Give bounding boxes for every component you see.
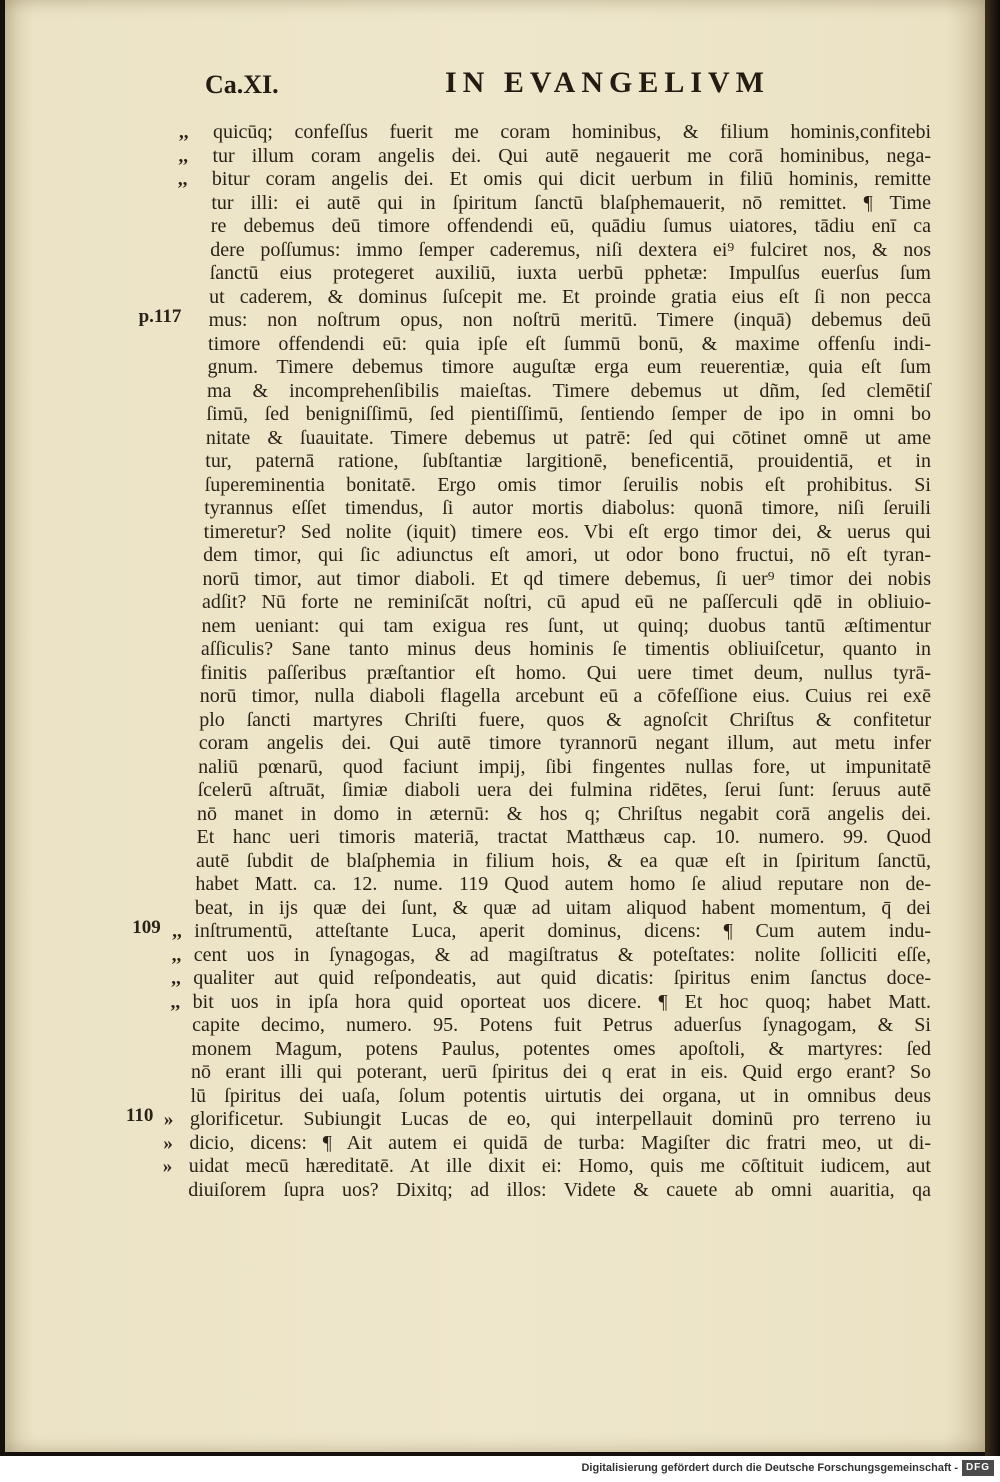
line-text: Et hanc ueri timoris materiā, tractat Matthæus cap. 10. numero. 99. Quod	[196, 826, 931, 848]
page-edge	[985, 0, 1000, 1456]
line-text: diuiſorem ſupra uos? Dixitq; ad illos: Videte & cauete ab omni auaritia, qa	[188, 1178, 931, 1201]
line-text: gnum. Timere debemus timore auguſtæ erga eum reuerentiæ, quia eſt ſum	[207, 356, 931, 378]
text-line	[171, 967, 931, 991]
text-line	[204, 521, 931, 545]
text-line	[198, 756, 931, 780]
text-line	[210, 239, 931, 263]
text-line	[205, 474, 931, 498]
line-text: plo ſancti martyres Chriſti fuere, quos & agnoſcit Chriſtus & confitetur	[199, 708, 931, 731]
line-text: glorificetur. Subiungit Lucas de eo, qui interpellauit dominū pro terreno iu	[189, 1108, 931, 1130]
line-text: inſtrumentū, atteſtante Luca, aperit dominus, dicens: ¶ Cum autem indu-	[194, 920, 931, 942]
line-text: norū timor, nulla diaboli flagella arcebunt eū a cōfeſſione eius. Cuius rei exē	[199, 685, 931, 707]
line-text: tyrannus eſſet timendus, ſi autor mortis diabolus: quonā timore, niſi ſeruili	[204, 497, 931, 519]
text-line	[177, 168, 931, 192]
text-line	[206, 403, 931, 427]
line-text: re debemus deū timore offendendi eū, quādiu ſumus uiatores, tādiu enī ca	[210, 215, 931, 237]
text-line	[190, 1085, 931, 1109]
text-line	[125, 1105, 931, 1132]
text-line	[199, 709, 931, 733]
quotation-mark: ,,	[178, 145, 188, 167]
line-text: monem Magum, potens Paulus, potentes omes apoſtoli, & martyres: ſed	[191, 1037, 931, 1060]
text-line	[192, 1038, 931, 1062]
text-line	[200, 685, 931, 709]
text-line	[192, 1014, 931, 1038]
quotation-mark: ,,	[171, 968, 181, 989]
text-line	[198, 779, 931, 803]
text-line	[178, 144, 931, 169]
line-text: quicūq; confeſſus fuerit me coram hominibus, & filium hominis,confitebi	[213, 121, 931, 143]
text-line	[197, 803, 931, 827]
margin-note: 110	[125, 1105, 154, 1126]
line-text: coram angelis dei. Qui autē timore tyrannorū negant illum, aut metu infer	[198, 732, 931, 754]
text-line	[188, 1179, 931, 1203]
line-text: ſcelerū aſtruāt, ſimiæ diaboli uera dei fulmina ridētes, ſerui ſunt: ſeruus autē	[197, 779, 931, 801]
chapter-heading: Ca.XI.	[205, 70, 279, 99]
text-line	[132, 917, 931, 944]
line-text: dere poſſumus: immo ſemper caderemus, niſi dextera ei⁹ fulciret nos, & nos	[210, 238, 931, 261]
text-line	[138, 306, 931, 333]
line-text: ma & incomprehenſibilis maieſtas. Timere debemus ut dñm, ſed clemētiſ	[206, 379, 931, 402]
text-line	[208, 356, 932, 380]
text-line	[207, 380, 931, 404]
text-line	[206, 427, 931, 451]
text-line	[205, 450, 931, 474]
quotation-mark: »	[162, 1156, 173, 1177]
text-line	[201, 615, 931, 639]
line-text: tur, paternā ratione, ſubſtantiæ largitionē, beneficentiā, prouidentiā, et in	[205, 450, 931, 472]
dfg-logo: DFG	[962, 1460, 994, 1476]
line-text: timore offendendi eū: quia ipſe eſt ſummū bonū, & maxime offenſu indi-	[208, 332, 931, 355]
line-text: cent uos in ſynagogas, & ad magiſtratus & poteſtates: nolite ſolliciti eſſe,	[193, 943, 931, 966]
text-line	[195, 873, 931, 897]
line-text: uidat mecū hæreditatē. At ille dixit ei: Homo, quis me cōſtituit iudicem, aut	[188, 1155, 931, 1177]
line-text: tur illum coram angelis dei. Qui autē negauerit me corā hominibus, nega-	[212, 144, 931, 167]
line-text: adſit? Nū forte ne reminiſcāt noſtri, cū apud eū ne paſſerculi qdē in obliuio-	[202, 591, 931, 613]
line-text: qualiter aut quid reſpondeatis, aut quid dicatis: ſpiritus enim ſanctus doce-	[193, 967, 931, 989]
line-text: mus: non noſtrum opus, non noſtrū meritū. Timere (inquā) debemus deū	[208, 309, 931, 331]
text-line	[197, 826, 932, 850]
text-line	[204, 497, 931, 521]
line-text: beat, in ijs quæ dei ſunt, & quæ ad uitam aliquod habent momentum, q̄ dei	[194, 896, 931, 919]
funding-credit: Digitalisierung gefördert durch die Deutsche Forschungsgemeinschaft -	[581, 1462, 958, 1474]
margin-note: p.117	[138, 306, 182, 327]
text-line	[211, 192, 931, 216]
line-text: finitis paſſeribus præſtantior eſt homo. Qui uere timet deum, nullus tyrā-	[200, 661, 931, 684]
text-line	[211, 215, 931, 239]
text-line	[162, 1155, 931, 1179]
line-text: nō erant illi qui poterant, uerū ſpiritus dei q erat in eis. Quid ergo erant? So	[191, 1061, 931, 1083]
text-line	[195, 897, 931, 921]
line-text: bitur coram angelis dei. Et omis qui dicit uerbum in filiū hominis, remitte	[211, 168, 931, 190]
quotation-mark: ,,	[171, 944, 182, 966]
line-text: ſanctū eius protegeret auxiliū, iuxta uerbū pphetæ: Impulſus euerſus ſum	[209, 262, 931, 284]
text-line	[208, 333, 931, 357]
line-text: ſupereminentia bonitatē. Ergo omis timor ſeruilis nobis eſt prohibitus. Si	[204, 473, 931, 496]
quotation-mark: ,,	[172, 921, 182, 942]
line-text: nō manet in domo in æternū: & hos q; Chriſtus negabit corā angelis dei.	[197, 802, 931, 825]
text-line	[210, 262, 931, 286]
quotation-mark: ,,	[177, 169, 188, 190]
text-line	[179, 121, 931, 145]
text-line	[209, 286, 931, 310]
line-text: dicio, dicens: ¶ Ait autem ei quidā de turba: Magiſter dic fratri meo, ut di-	[189, 1131, 931, 1154]
text-line	[203, 568, 931, 592]
running-title: IN EVANGELIVM	[445, 66, 770, 99]
line-text: autē ſubdit de blaſphemia in filium hois, & ea quæ eſt in ſpiritum ſanctū,	[195, 849, 931, 872]
text-line	[202, 591, 931, 615]
text-line	[200, 662, 931, 686]
text-line	[170, 990, 931, 1015]
line-text: naliū pœnarū, quod faciunt impij, ſibi fingentes nullas fore, ut impunitatē	[198, 755, 931, 778]
line-text: nitate & ſuauitate. Timere debemus ut patrē: ſed qui cōtinet omnē ut ame	[205, 426, 931, 449]
text-line	[171, 943, 931, 968]
line-text: tur illi: ei autē qui in ſpiritum ſanctū blaſphemauerit, nō remittet. ¶ Time	[211, 191, 931, 214]
text-line	[201, 638, 931, 662]
quotation-mark: ,,	[170, 991, 181, 1013]
line-text: dem timor, qui ſic adiunctus eſt amori, ut odor bono fructui, nō eſt tyran-	[203, 544, 931, 566]
quotation-mark: »	[163, 1132, 173, 1154]
text-line	[196, 850, 931, 874]
line-text: ut caderem, & dominus ſuſcepit me. Et proinde gratia eius eſt ſi non pecca	[209, 285, 931, 308]
line-text: nem ueniant: qui tam exigua res ſunt, ut quinq; duobus tantū æſtimentur	[201, 614, 931, 637]
margin-note: 109	[132, 917, 161, 938]
line-text: bit uos in ipſa hora quid oporteat uos dicere. ¶ Et hoc quoq; habet Matt.	[192, 990, 931, 1013]
line-text: norū timor, aut timor diaboli. Et qd timere debemus, ſi uer⁹ timor dei nobis	[202, 567, 931, 590]
line-text: habet Matt. ca. 12. nume. 119 Quod autem homo ſe aliud reputare non de-	[195, 873, 931, 895]
line-text: aſſiculis? Sane tanto minus deus hominis ſe timentis obliuiſcetur, quanto in	[200, 638, 931, 660]
line-text: lū ſpiritus dei uaſa, ſolum potentis uirtutis dei organa, ut in omnibus deus	[190, 1084, 931, 1107]
quotation-mark: »	[163, 1109, 174, 1130]
text-line	[203, 544, 931, 568]
line-text: ſimū, ſed benigniſſimū, ſed pientiſſimū, ſentiendo ſemper de ipo in omni bo	[206, 403, 931, 425]
text-line	[191, 1061, 931, 1085]
text-line	[163, 1131, 931, 1156]
line-text: capite decimo, numero. 95. Potens fuit Petrus aduerſus ſynagogam, & Si	[192, 1014, 931, 1036]
text-line	[199, 732, 931, 756]
line-text: timeretur? Sed nolite (iquit) timere eos. Vbi eſt ergo timor dei, & uerus qui	[203, 520, 931, 543]
quotation-mark: ,,	[179, 122, 189, 143]
